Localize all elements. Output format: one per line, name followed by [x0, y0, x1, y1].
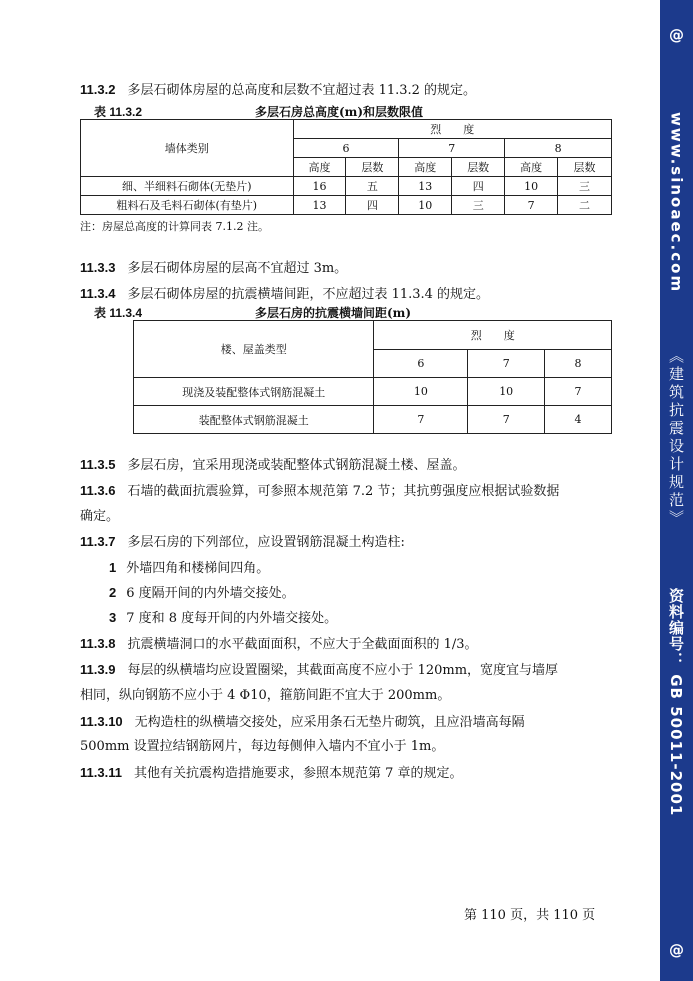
clause-text: 抗震横墙洞口的水平截面面积，不应大于全截面面积的 1/3。: [127, 637, 478, 652]
clause-text: 多层石砌体房屋的层高不宜超过 3m。: [127, 261, 348, 276]
clause-text: 多层石砌体房屋的抗震横墙间距，不应超过表 11.3.4 的规定。: [127, 287, 490, 302]
height-limit-table: [80, 119, 612, 215]
list-item-number: 1: [109, 560, 117, 575]
clause-text: 无构造柱的纵横墙交接处，应采用条石无垫片砌筑，且应沿墙高每隔: [134, 715, 525, 730]
clause-11-3-4: [80, 282, 612, 306]
table-cell: 10: [468, 378, 545, 406]
table-row: [134, 406, 612, 434]
table-cell: 7: [505, 196, 558, 215]
list-item-number: 3: [109, 610, 117, 625]
degree-header: 8: [505, 139, 612, 158]
clause-text: 多层石房，宜采用现浇或装配整体式钢筋混凝土楼、屋盖。: [127, 458, 466, 473]
table-cell: 7: [374, 406, 468, 434]
table-cell: 10: [399, 196, 452, 215]
at-sign-icon: @: [669, 26, 684, 44]
table-cell: 7: [468, 406, 545, 434]
clause-11-3-9-cont: 相同，纵向钢筋不应小于 4 Φ10，箍筋间距不宜大于 200mm。: [80, 688, 451, 703]
table-cell: 13: [293, 196, 346, 215]
clause-11-3-6: [80, 479, 612, 503]
clause-11-3-3: [80, 256, 612, 280]
table-number: 表 11.3.4: [94, 306, 143, 320]
document-code: 资料编号： GB 50011-2001: [667, 588, 685, 817]
clause-number: 11.3.10: [80, 714, 123, 729]
degree-header: 6: [293, 139, 399, 158]
floor-type-header: 楼、屋盖类型: [134, 321, 374, 378]
sub-header: 高度: [505, 158, 558, 177]
table-cell: 7: [545, 378, 612, 406]
table-cell: 10: [374, 378, 468, 406]
clause-number: 11.3.7: [80, 534, 116, 549]
clause-11-3-9: [80, 658, 612, 682]
book-title: 《建筑抗震设计规范》: [667, 348, 685, 528]
at-sign-icon: @: [669, 941, 684, 959]
table-title: 多层石房的抗震横墙间距(m): [255, 306, 412, 320]
table-title: 多层石房总高度(m)和层数限值: [255, 105, 424, 119]
clause-text: 其他有关抗震构造措施要求，参照本规范第 7 章的规定。: [133, 766, 463, 781]
row-label: 粗料石及毛料石砌体(有垫片): [81, 196, 294, 215]
intensity-header: 烈 度: [374, 321, 612, 350]
sub-header: 高度: [399, 158, 452, 177]
clause-number: 11.3.11: [80, 765, 122, 780]
table-cell: 四: [346, 196, 399, 215]
clause-number: 11.3.5: [80, 457, 116, 472]
table-cell: 10: [505, 177, 558, 196]
list-item-text: 6 度隔开间的内外墙交接处。: [126, 586, 295, 601]
clause-11-3-10: [80, 710, 612, 734]
list-item: [109, 606, 337, 630]
clause-11-3-8: [80, 632, 612, 656]
table-cell: 三: [558, 177, 612, 196]
sub-header: 层数: [558, 158, 612, 177]
clause-11-3-6-cont: 确定。: [80, 509, 120, 524]
row-label: 现浇及装配整体式钢筋混凝土: [134, 378, 374, 406]
sub-header: 层数: [346, 158, 399, 177]
wall-type-header: 墙体类别: [81, 120, 294, 177]
clause-11-3-11: [80, 761, 612, 785]
wall-spacing-table: [133, 320, 612, 434]
table-cell: 五: [346, 177, 399, 196]
clause-number: 11.3.9: [80, 662, 116, 677]
row-label: 细、半细料石砌体(无垫片): [81, 177, 294, 196]
clause-11-3-7: [80, 530, 612, 554]
table-cell: 四: [452, 177, 505, 196]
degree-header: 8: [545, 350, 612, 378]
row-label: 装配整体式钢筋混凝土: [134, 406, 374, 434]
table-cell: 13: [399, 177, 452, 196]
clause-text: 多层石房的下列部位，应设置钢筋混凝土构造柱:: [127, 535, 405, 550]
list-item-number: 2: [109, 585, 117, 600]
list-item-text: 7 度和 8 度每开间的内外墙交接处。: [126, 611, 338, 626]
degree-header: 7: [399, 139, 505, 158]
sub-header: 层数: [452, 158, 505, 177]
clause-number: 11.3.6: [80, 483, 116, 498]
table-number: 表 11.3.2: [94, 105, 143, 119]
list-item: [109, 581, 295, 605]
publisher-sidebar: [660, 0, 693, 981]
clause-number: 11.3.3: [80, 260, 116, 275]
clause-11-3-2: [80, 78, 612, 102]
clause-text: 石墙的截面抗震验算，可参照本规范第 7.2 节；其抗剪强度应根据试验数据: [127, 484, 560, 499]
degree-header: 7: [468, 350, 545, 378]
table-cell: 16: [293, 177, 346, 196]
table-row: [81, 196, 612, 215]
list-item: [109, 556, 269, 580]
clause-text: 多层石砌体房屋的总高度和层数不宜超过表 11.3.2 的规定。: [127, 83, 477, 98]
sub-header: 高度: [293, 158, 346, 177]
table-cell: 二: [558, 196, 612, 215]
clause-number: 11.3.2: [80, 82, 116, 97]
degree-header: 6: [374, 350, 468, 378]
clause-number: 11.3.8: [80, 636, 116, 651]
clause-11-3-5: [80, 453, 612, 477]
table-row: [81, 177, 612, 196]
clause-number: 11.3.4: [80, 286, 116, 301]
table-cell: 4: [545, 406, 612, 434]
clause-text: 每层的纵横墙均应设置圈梁，其截面高度不应小于 120mm，宽度宜与墙厚: [127, 663, 559, 678]
table-row: [134, 378, 612, 406]
intensity-header: 烈 度: [293, 120, 611, 139]
table-cell: 三: [452, 196, 505, 215]
list-item-text: 外墙四角和楼梯间四角。: [126, 561, 270, 576]
page-footer: 第 110 页，共 110 页: [464, 908, 596, 923]
table-note: 注：房屋总高度的计算同表 7.1.2 注。: [80, 220, 269, 233]
clause-11-3-10-cont: 500mm 设置拉结钢筋网片，每边每侧伸入墙内不宜小于 1m。: [80, 739, 445, 754]
site-url: www.sinoaec.com: [667, 112, 686, 294]
